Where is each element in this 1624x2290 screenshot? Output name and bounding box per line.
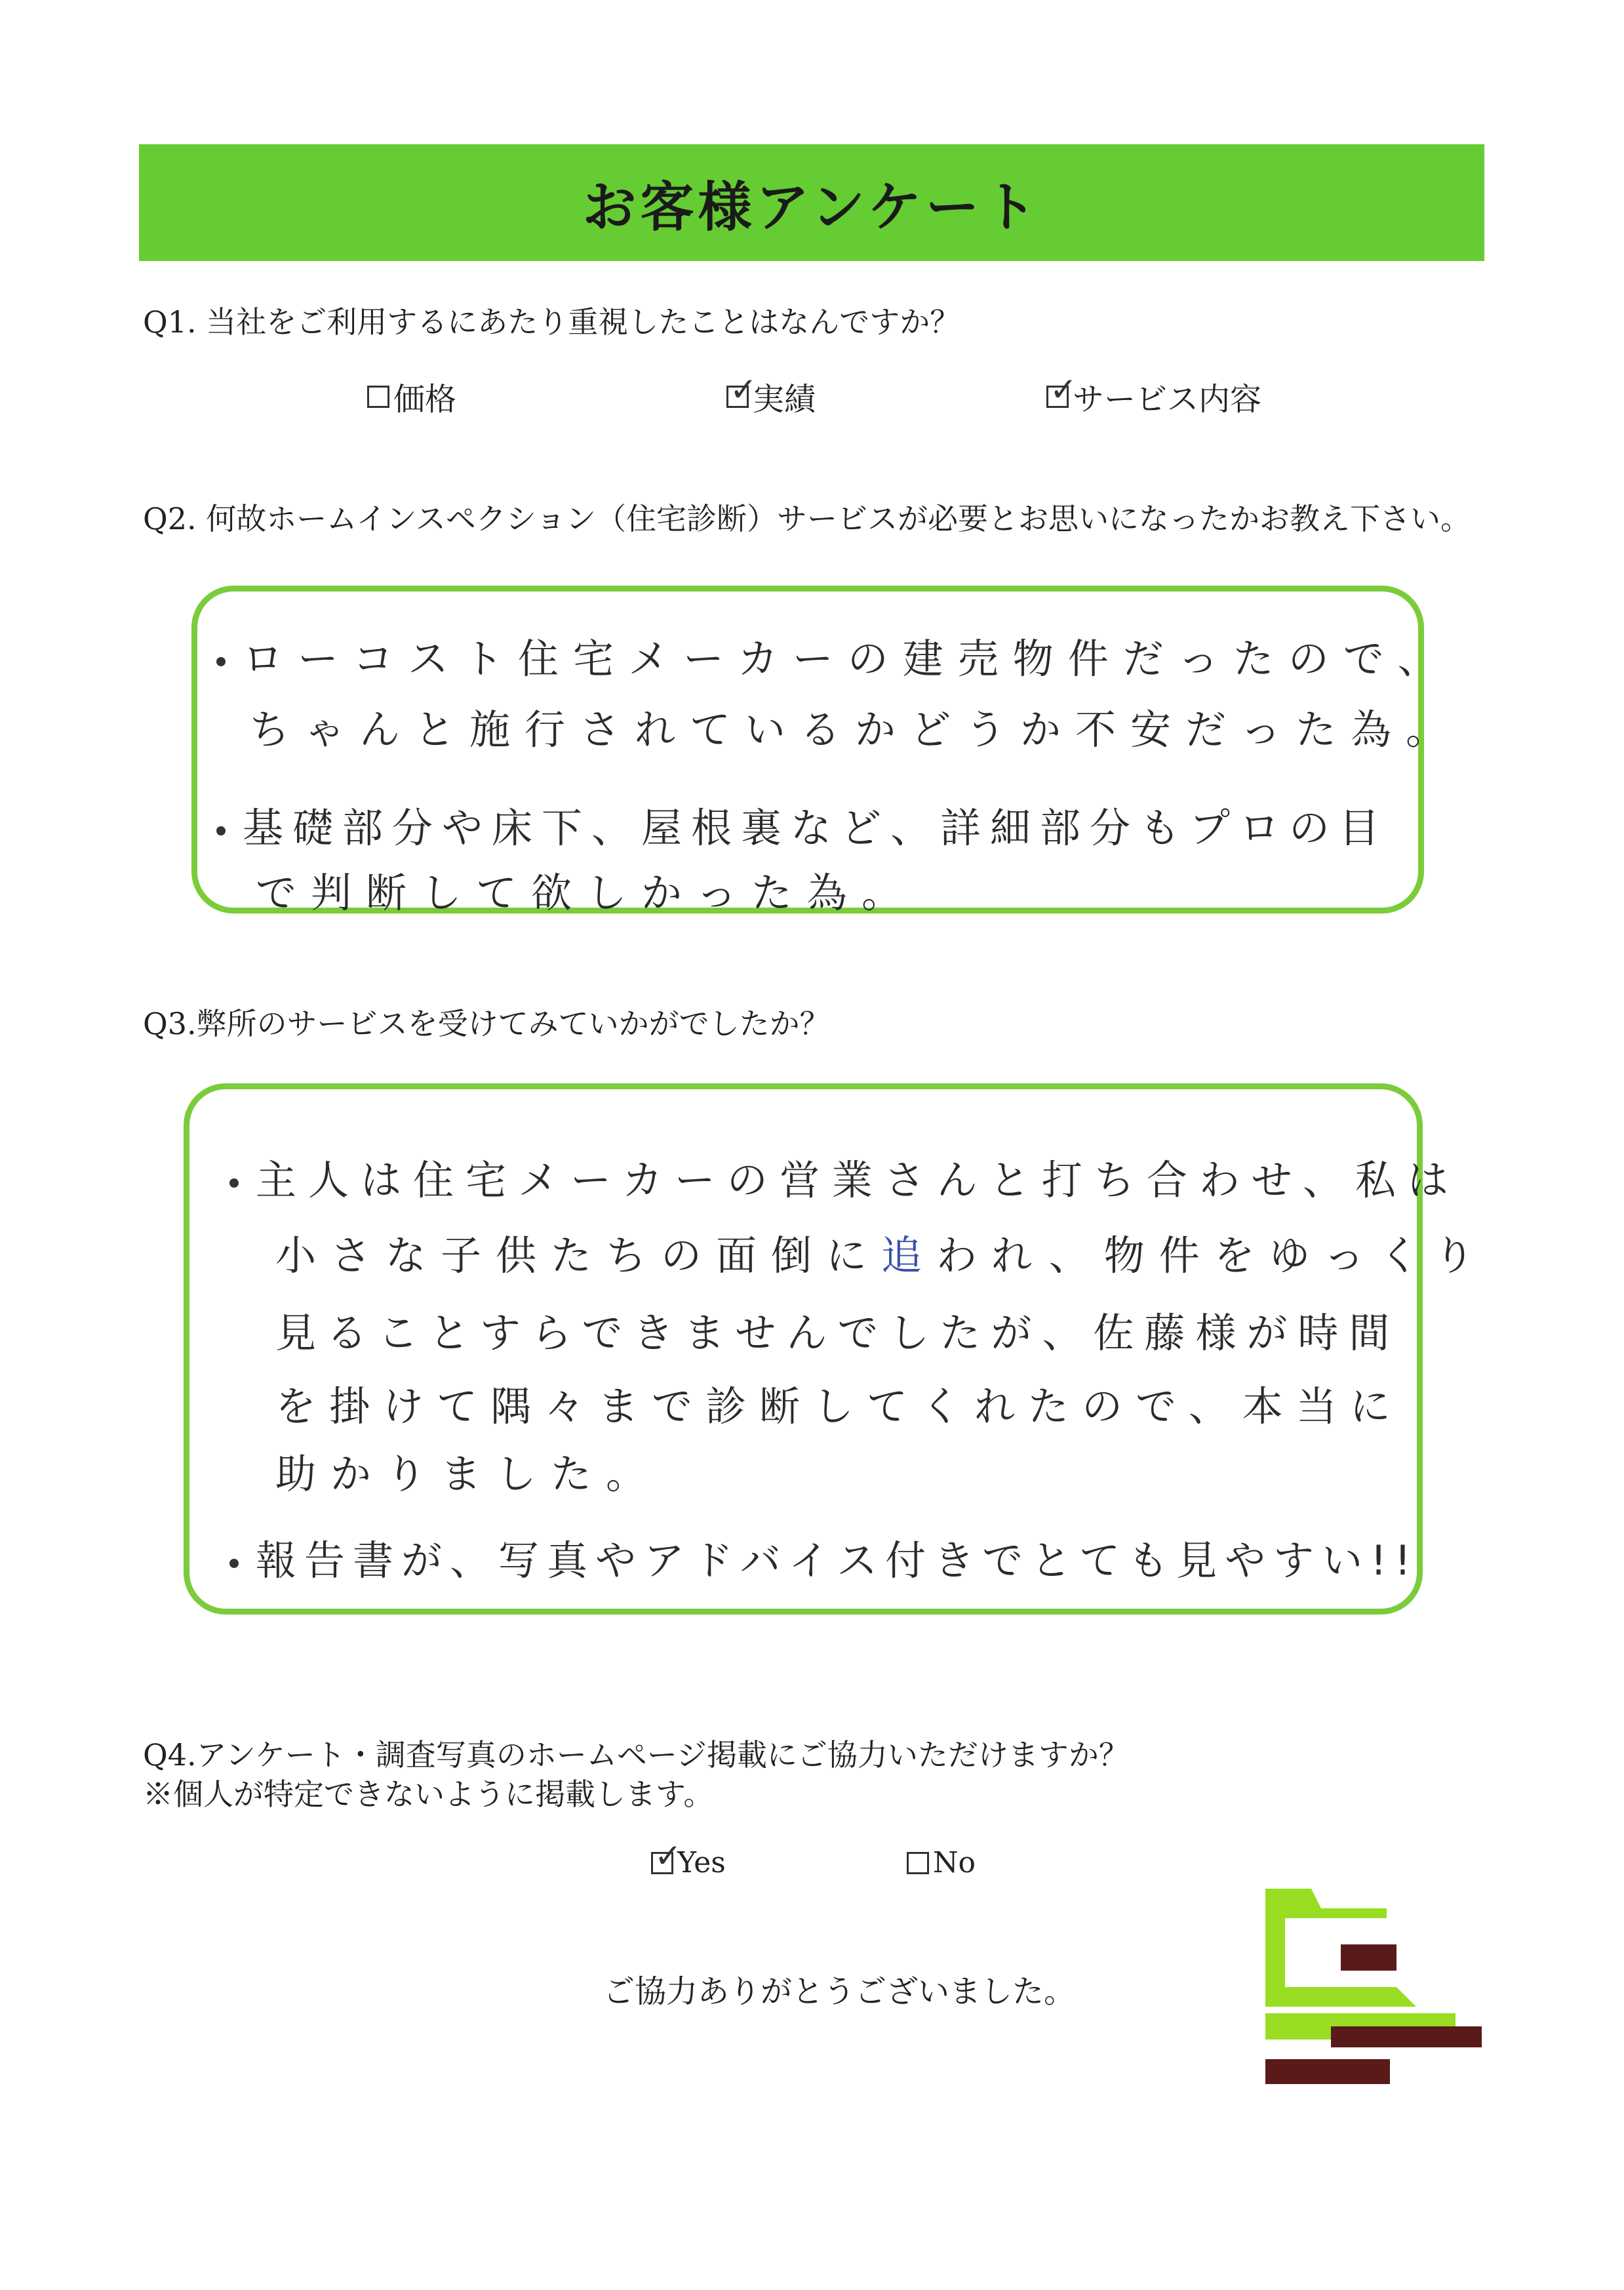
company-logo-icon — [1265, 1889, 1482, 2099]
q2-question: Q2. 何故ホームインスペクション（住宅診断）サービスが必要とお思いになったかお教え下さい。 — [143, 501, 1471, 536]
closing-thanks: ご協力ありがとうございました。 — [603, 1973, 1076, 2010]
checkbox-checked-icon[interactable]: ✓ — [726, 386, 749, 408]
q3-answer-line: 助かりました。 — [275, 1450, 662, 1498]
q3-answer-line: 小さな子供たちの面倒に追われ、物件をゆっくり — [275, 1232, 1490, 1279]
q2-answer-line: で判断して欲しかった為。 — [256, 869, 917, 917]
q4-question: Q4.アンケート・調査写真のホームページ掲載にご協力いただけますか？ — [143, 1737, 1129, 1773]
bullet-icon — [216, 657, 226, 666]
page-title: お客様アンケート — [582, 176, 1041, 239]
checkbox-checked-icon[interactable]: ✓ — [1046, 386, 1069, 408]
q1-question: Q1. 当社をご利用するにあたり重視したことはなんですか？ — [143, 304, 961, 340]
q1-option-label: 実績 — [753, 381, 816, 418]
q1-option-service[interactable] — [1046, 370, 1262, 419]
q4-option-label: No — [933, 1846, 976, 1879]
q2-answer-line: 基礎部分や床下、屋根裏など、詳細部分もプロの目 — [216, 795, 1389, 854]
q1-option-price[interactable] — [367, 374, 456, 419]
q2-answer-line: ローコスト住宅メーカーの建売物件だったので、 — [216, 626, 1453, 685]
q1-option-label: サービス内容 — [1073, 381, 1262, 418]
q4-note: ※個人が特定できないように掲載します。 — [143, 1777, 714, 1812]
q1-option-label: 価格 — [393, 381, 457, 418]
checkbox-checked-icon[interactable]: ✓ — [651, 1852, 673, 1874]
q4-option-label: Yes — [677, 1846, 726, 1879]
q4-option-yes[interactable] — [651, 1836, 726, 1879]
q3-question: Q3.弊所のサービスを受けてみていかがでしたか？ — [143, 1006, 830, 1041]
q1-option-track-record[interactable] — [726, 370, 816, 419]
bullet-icon — [216, 826, 226, 835]
checkbox-unchecked-icon[interactable] — [907, 1852, 929, 1874]
q3-answer-line: 見ることすらできませんでしたが、佐藤様が時間 — [275, 1309, 1400, 1357]
checkbox-unchecked-icon[interactable] — [367, 386, 389, 408]
bullet-icon — [229, 1559, 239, 1568]
q3-answer-line: を掛けて隅々まで診断してくれたので、本当に — [275, 1382, 1404, 1430]
header-banner — [139, 144, 1484, 261]
q4-option-no[interactable] — [907, 1846, 976, 1879]
q3-answer-line: 主人は住宅メーカーの営業さんと打ち合わせ、私は — [229, 1148, 1460, 1206]
q2-answer-line: ちゃんと施行されているかどうか不安だった為。 — [249, 706, 1461, 753]
bullet-icon — [229, 1178, 239, 1188]
q3-answer-line: 報告書が、写真やアドバイス付きでとても見やすい!! — [229, 1528, 1419, 1586]
